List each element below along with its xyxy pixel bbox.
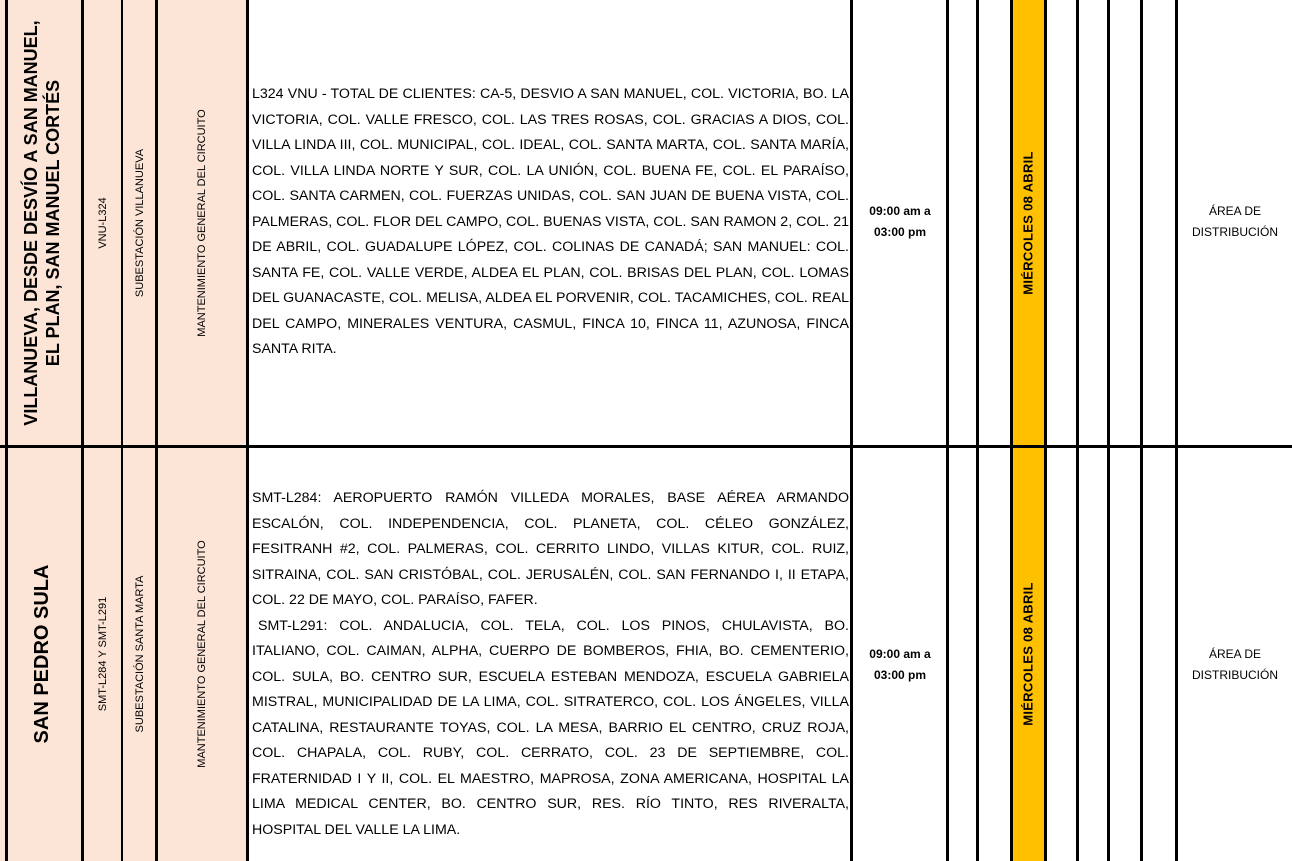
circuit-cell — [83, 0, 122, 446]
grid-line — [1175, 0, 1178, 861]
grid-line — [1044, 0, 1047, 861]
substation-label: SUBESTACIÓN SANTA MARTA — [133, 575, 146, 732]
grid-line — [121, 0, 123, 861]
grid-line — [1107, 0, 1110, 861]
substation-label: SUBESTACIÓN VILLANUEVA — [133, 148, 146, 298]
affected-areas-text — [252, 486, 849, 843]
day-label: MIÉRCOLES 08 ABRIL — [1020, 151, 1036, 295]
substation-cell — [122, 0, 157, 446]
location-label: SAN PEDRO SULA — [30, 564, 53, 743]
grid-line — [1140, 0, 1143, 861]
location-label: VILLANUEVA, DESDE DESVÍO A SAN MANUEL, EL PLAN, SAN MANUEL CORTÉS — [20, 20, 63, 426]
circuit-cell — [83, 446, 122, 861]
circuit-label: VNU-L324 — [96, 197, 109, 249]
area-line-1: ÁREA DE — [1208, 204, 1262, 218]
area-label — [1178, 644, 1292, 686]
grid-line — [976, 0, 979, 861]
affected-areas-l284: SMT-L284: AEROPUERTO RAMÓN VILLEDA MORALES, BASE AÉREA ARMANDO ESCALÓN, COL. INDEPENDENCIA, COL. PLANETA, COL. CÉLEO GONZÁLEZ, FESITRANH #2, COL. PALMERAS, COL. CERRITO LINDO, VILLAS KITUR, COL. RUIZ, SITRAINA, COL. SAN CRISTÓBAL, COL. JERUSALÉN, COL. SAN FERNANDO I, II ETAPA, COL. 22 DE MAYO, COL. PARAÍSO, FAFER. — [252, 490, 849, 608]
grid-line — [81, 0, 84, 861]
work-cell — [157, 0, 247, 446]
circuit-label: SMT-L284 Y SMT-L291 — [96, 596, 109, 711]
grid-line — [946, 0, 949, 861]
day-label: MIÉRCOLES 08 ABRIL — [1020, 581, 1036, 726]
substation-cell — [122, 446, 157, 861]
work-label: MANTENIMIENTO GENERAL DEL CIRCUITO — [196, 539, 208, 768]
grid-line — [850, 0, 853, 861]
area-label — [1178, 201, 1292, 243]
row-divider — [0, 445, 1292, 448]
time-range — [852, 644, 948, 686]
time-start: 09:00 am a — [869, 647, 931, 661]
area-line-2: DISTRIBUCIÓN — [1191, 225, 1278, 239]
grid-line — [1076, 0, 1079, 861]
area-line-1: ÁREA DE — [1208, 647, 1262, 661]
grid-line — [1010, 0, 1013, 861]
grid-line — [246, 0, 249, 861]
affected-areas-l291: SMT-L291: COL. ANDALUCIA, COL. TELA, COL. LOS PINOS, CHULAVISTA, BO. ITALIANO, COL. CAIMAN, ALPHA, CUERPO DE BOMBEROS, FHIA, BO. CEMENTERIO, COL. SULA, BO. CENTRO SUR, ESCUELA ESTEBAN MENDOZA, ESCUELA GABRIELA MISTRAL, MUNICIPALIDAD DE LA LIMA, COL. SITRATERCO, COL. LOS ÁNGELES, VILLA CATALINA, RESTAURANTE TOYAS, COL. LA MESA, BARRIO EL CENTRO, CRUZ ROJA, COL. CHAPALA, COL. RUBY, COL. CERRATO, COL. 23 DE SEPTIEMBRE, COL. FRATERNIDAD I Y II, COL. EL MAESTRO, MAPROSA, ZONA AMERICANA, HOSPITAL LA LIMA MEDICAL CENTER, BO. CENTRO SUR, RES. RÍO TINTO, RES RIVERALTA, HOSPITAL DEL VALLE LA LIMA. — [252, 617, 849, 838]
work-cell — [157, 446, 247, 861]
affected-areas-text: L324 VNU - TOTAL DE CLIENTES: CA-5, DESVIO A SAN MANUEL, COL. VICTORIA, BO. LA VICTORIA, COL. VALLE FRESCO, COL. LAS TRES ROSAS, COL. GRACIAS A DIOS, COL. VILLA LINDA III, COL. MUNICIPAL, COL. IDEAL, COL. SANTA MARTA, COL. SANTA MARÍA, COL. VILLA LINDA NORTE Y SUR, COL. LA UNIÓN, COL. BUENA FE, COL. EL PARAÍSO, COL. SANTA CARMEN, COL. FUERZAS UNIDAS, COL. SAN JUAN DE BUENA VISTA, COL. PALMERAS, COL. FLOR DEL CAMPO, COL. BUENAS VISTA, COL. SAN RAMON 2, COL. 21 DE ABRIL, COL. GUADALUPE LÓPEZ, COL. COLINAS DE CANADÁ; SAN MANUEL: COL. SANTA FE, COL. VALLE VERDE, ALDEA EL PLAN, COL. BRISAS DEL PLAN, COL. LOMAS DEL GUANACASTE, COL. MELISA, ALDEA EL PORVENIR, COL. TACAMICHES, COL. REAL DEL CAMPO, MINERALES VENTURA, CASMUL, FINCA 10, FINCA 11, AZUNOSA, FINCA SANTA RITA. — [252, 86, 849, 357]
location-cell — [0, 0, 83, 446]
area-line-2: DISTRIBUCIÓN — [1191, 668, 1278, 682]
time-end: 03:00 pm — [873, 225, 927, 239]
day-cell — [1012, 0, 1044, 446]
location-cell — [0, 446, 83, 861]
work-label: MANTENIMIENTO GENERAL DEL CIRCUITO — [196, 109, 208, 337]
day-cell — [1012, 446, 1044, 861]
time-start: 09:00 am a — [869, 204, 931, 218]
grid-line — [5, 0, 8, 861]
time-end: 03:00 pm — [873, 668, 927, 682]
table-row-san-pedro-sula — [0, 446, 1292, 861]
grid-line — [155, 0, 158, 861]
time-range — [852, 201, 948, 243]
